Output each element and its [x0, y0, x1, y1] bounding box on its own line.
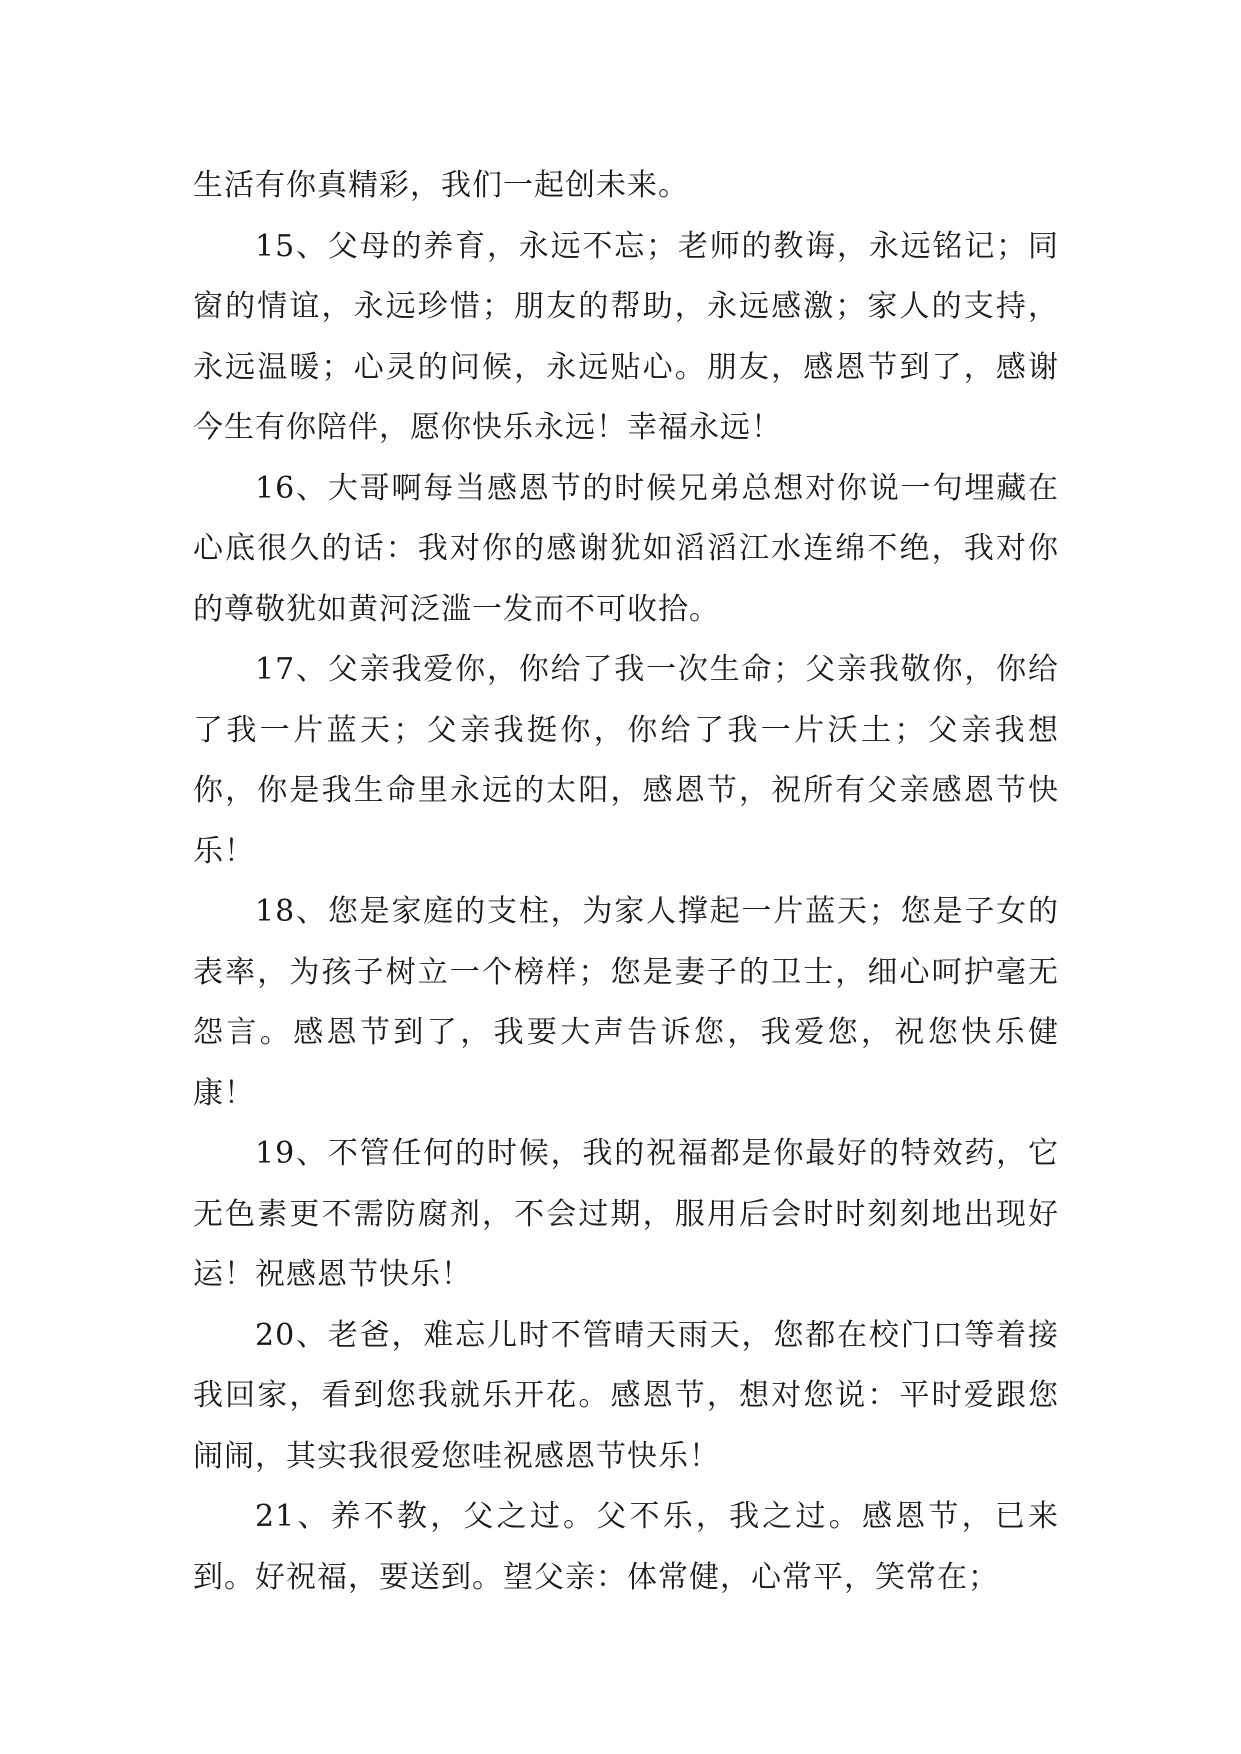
- paragraph-18: 18、您是家庭的支柱，为家人撑起一片蓝天；您是子女的表率，为孩子树立一个榜样；您是妻子的卫士，细心呵护毫无怨言。感恩节到了，我要大声告诉您，我爱您，祝您快乐健康！: [193, 894, 1059, 1111]
- paragraph-15: 15、父母的养育，永远不忘；老师的教诲，永远铭记；同窗的情谊，永远珍惜；朋友的帮助，永远感激；家人的支持，永远温暖；心灵的问候，永远贴心。朋友，感恩节到了，感谢今生有你陪伴，愿你快乐永远！幸福永远！: [193, 228, 1059, 445]
- paragraph-17: 17、父亲我爱你，你给了我一次生命；父亲我敬你，你给了我一片蓝天；父亲我挺你，你给了我一片沃土；父亲我想你，你是我生命里永远的太阳，感恩节，祝所有父亲感恩节快乐！: [193, 652, 1059, 869]
- paragraph-21: 21、养不教，父之过。父不乐，我之过。感恩节，已来到。好祝福，要送到。望父亲：体常健，心常平，笑常在；: [193, 1499, 1059, 1595]
- paragraph-20: 20、老爸，难忘儿时不管晴天雨天，您都在校门口等着接我回家，看到您我就乐开花。感恩节，想对您说：平时爱跟您闹闹，其实我很爱您哇祝感恩节快乐！: [193, 1317, 1059, 1474]
- paragraph-19: 19、不管任何的时候，我的祝福都是你最好的特效药，它无色素更不需防腐剂，不会过期，服用后会时时刻刻地出现好运！祝感恩节快乐！: [193, 1136, 1059, 1292]
- document-body: [193, 156, 1059, 1608]
- paragraph-16: 16、大哥啊每当感恩节的时候兄弟总想对你说一句埋藏在心底很久的话：我对你的感谢犹如滔滔江水连绵不绝，我对你的尊敬犹如黄河泛滥一发而不可收拾。: [193, 470, 1059, 627]
- paragraph-continuation: 生活有你真精彩，我们一起创未来。: [193, 168, 689, 203]
